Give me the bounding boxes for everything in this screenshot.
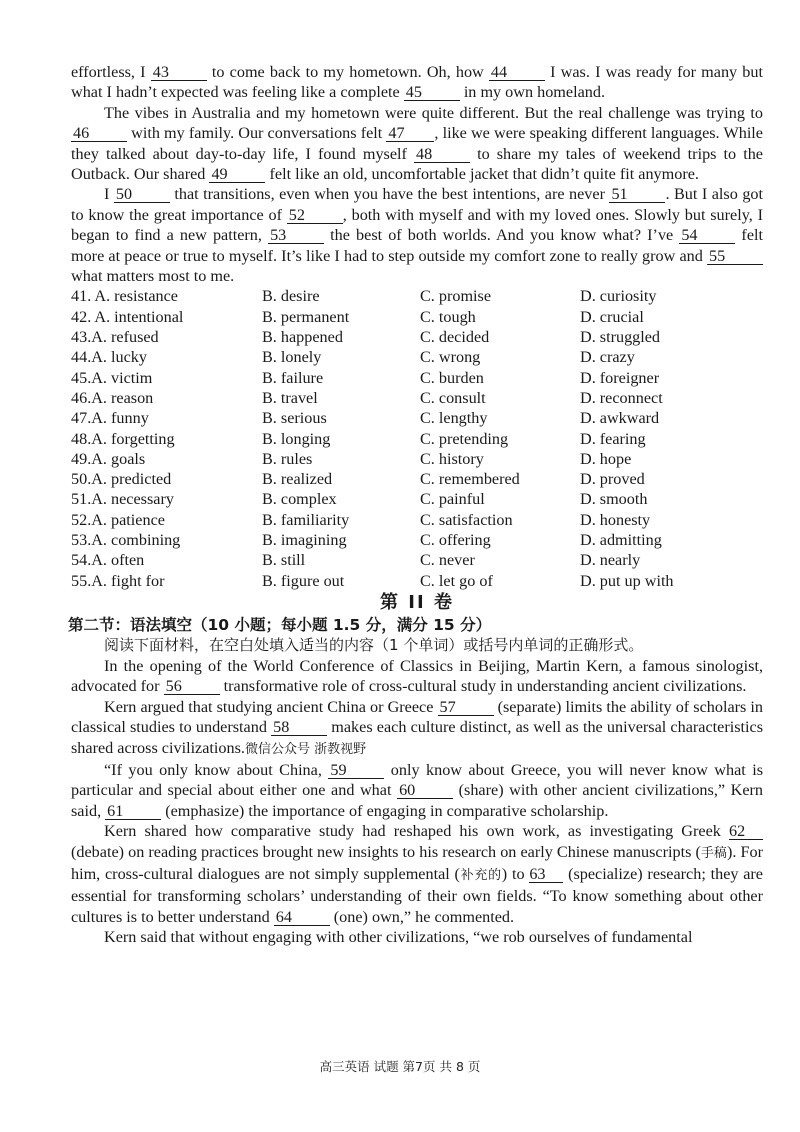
blank-58: 58 [271, 719, 327, 736]
option-d: D. crucial [580, 307, 644, 326]
passage2-paragraph-2 [71, 697, 763, 760]
option-c: C. burden [420, 368, 484, 387]
option-d: D. crazy [580, 348, 635, 367]
blank-51: 51 [609, 186, 665, 203]
option-a: 48.A. forgetting [71, 429, 175, 448]
passage2-paragraph-4 [71, 821, 763, 927]
option-d: D. admitting [580, 531, 662, 550]
blank-61: 61 [105, 803, 161, 820]
blank-59: 59 [328, 762, 384, 779]
blank-48: 48 [414, 146, 470, 163]
passage1-paragraph-1 [71, 62, 763, 103]
option-row-44 [71, 347, 763, 367]
option-c: C. promise [420, 287, 492, 306]
option-b: B. imagining [262, 531, 347, 550]
text: . But I also got to know the great importance of [71, 185, 763, 224]
text: makes each culture distinct, as well as the universal characteristics shared across civilizations. [71, 718, 763, 757]
option-a: 44.A. lucky [71, 348, 147, 367]
text: to share my tales of weekend trips to the Outback. Our shared [71, 144, 763, 184]
blank-57: 57 [438, 699, 494, 716]
option-b: B. rules [262, 449, 313, 468]
option-d: D. nearly [580, 551, 641, 570]
text: felt more at peace or true to myself. It’s like I had to step outside my comfort zone to really grow and [71, 226, 763, 265]
option-c: C. tough [420, 307, 476, 326]
blank-62: 62 [729, 823, 763, 840]
blank-63: 63 [529, 866, 563, 883]
text: transformative role of cross-cultural study in understanding ancient civilizations. [219, 677, 747, 696]
option-a: 47.A. funny [71, 409, 149, 428]
option-a: 46.A. reason [71, 388, 154, 407]
option-b: B. serious [262, 409, 327, 428]
text: the best of both worlds. And you know what? I’ve [324, 226, 680, 245]
blank-55: 55 [707, 248, 763, 265]
option-d: D. proved [580, 470, 645, 489]
option-c: C. remembered [420, 470, 520, 489]
exam-page [68, 62, 764, 948]
option-c: C. wrong [420, 348, 481, 367]
blank-54: 54 [679, 227, 735, 244]
blank-49: 49 [209, 166, 265, 183]
passage1-paragraph-2 [71, 103, 763, 185]
section-instruction: 阅读下面材料，在空白处填入适当的内容（1 个单词）或括号内单词的正确形式。 [104, 635, 644, 654]
text: Kern argued that studying ancient China or Greece [104, 697, 438, 716]
text: “If you only know about China, [104, 760, 329, 779]
option-a: 54.A. often [71, 551, 145, 570]
option-c: C. satisfaction [420, 510, 513, 529]
option-row-53 [71, 530, 763, 550]
text: only know about Greece, you will never know what is particular and special about either one and what [71, 760, 763, 800]
option-b: B. happened [262, 328, 343, 347]
option-row-43 [71, 327, 763, 347]
blank-47: 47 [386, 125, 434, 142]
passage2-paragraph-5 [71, 927, 763, 947]
passage1-paragraph-3 [71, 184, 763, 286]
option-d: D. curiosity [580, 287, 657, 306]
option-a: 50.A. predicted [71, 470, 172, 489]
text: to come back to my hometown. Oh, how [206, 63, 489, 81]
option-a: 55.A. fight for [71, 571, 165, 590]
text: The vibes in Australia and my hometown were quite different. But the real challenge was trying to [104, 103, 763, 122]
option-b: B. permanent [262, 307, 350, 326]
text: I [104, 185, 114, 204]
option-b: B. still [262, 551, 306, 570]
option-b: B. figure out [262, 571, 345, 590]
option-c: C. never [420, 551, 475, 570]
blank-64: 64 [274, 909, 330, 926]
option-d: D. hope [580, 449, 632, 468]
option-c: C. history [420, 449, 484, 468]
option-a: 43.A. refused [71, 328, 159, 347]
option-d: D. reconnect [580, 388, 663, 407]
option-row-48 [71, 429, 763, 449]
option-b: B. travel [262, 388, 318, 407]
text: (debate) on reading practices brought new insights to his research on early Chinese manuscripts ( [71, 842, 701, 861]
option-a: 49.A. goals [71, 449, 146, 468]
chinese-gloss: 补充的 [459, 867, 502, 883]
option-row-52 [71, 510, 763, 530]
option-d: D. smooth [580, 490, 648, 509]
option-row-54 [71, 550, 763, 570]
option-c: C. painful [420, 490, 485, 509]
blank-60: 60 [397, 782, 453, 799]
text: felt like an old, uncomfortable jacket that didn’t quite fit anymore. [265, 165, 699, 184]
option-a: 52.A. patience [71, 510, 165, 529]
option-d: D. fearing [580, 429, 646, 448]
option-d: D. foreigner [580, 368, 660, 387]
option-b: B. longing [262, 429, 331, 448]
text: Kern said that without engaging with other civilizations, “we rob ourselves of fundamental [104, 928, 693, 947]
option-c: C. decided [420, 328, 490, 347]
option-a: 51.A. necessary [71, 490, 174, 509]
option-c: C. pretending [420, 429, 509, 448]
option-row-46 [71, 388, 763, 408]
option-c: C. lengthy [420, 409, 488, 428]
text: that transitions, even when you have the best intentions, are never [169, 185, 610, 204]
text: (one) own,” he commented. [329, 907, 515, 926]
option-c: C. offering [420, 531, 491, 550]
option-b: B. familiarity [262, 510, 350, 529]
blank-52: 52 [287, 207, 343, 224]
blank-50: 50 [114, 186, 170, 203]
passage2-paragraph-3 [71, 760, 763, 821]
text: (specialize) research; they are essential for transforming scholars’ understanding of their own fields. “To know something about other cultures is to better understand [71, 864, 763, 926]
option-row-45 [71, 368, 763, 388]
text: ). For him, cross-cultural dialogues are not simply supplemental ( [71, 842, 763, 883]
text: Kern shared how comparative study had reshaped his own work, as investigating Greek [104, 822, 729, 841]
option-a: 41. A. resistance [71, 287, 178, 306]
watermark-text: 微信公众号 浙教视野 [244, 741, 367, 757]
text: , both with myself and with my loved ones. Slowly but surely, I began to find a new pattern, [71, 205, 763, 245]
text: , like we were speaking different languages. While they talked about day-to-day life, I found myself [71, 124, 763, 163]
option-row-41 [71, 286, 763, 306]
option-row-47 [71, 408, 763, 428]
options-list [71, 286, 763, 590]
option-row-51 [71, 489, 763, 509]
chinese-gloss: 手稿 [700, 845, 727, 861]
option-c: C. consult [420, 388, 486, 407]
passage2-paragraph-1 [71, 656, 763, 697]
page-footer: 高三英语 试题 第7页 共 8 页 [319, 1059, 481, 1074]
option-b: B. lonely [262, 348, 322, 367]
volume-title: 第 II 卷 [380, 591, 454, 613]
text: effortless, I [71, 63, 151, 81]
option-row-50 [71, 469, 763, 489]
option-a: 42. A. intentional [71, 307, 184, 326]
text: (share) with other ancient civilizations,” Kern said, [71, 781, 764, 820]
text: (emphasize) the importance of engaging in comparative scholarship. [161, 801, 609, 820]
blank-44: 44 [489, 64, 545, 81]
option-c: C. let go of [420, 571, 493, 590]
text: ) to [501, 864, 530, 883]
option-a: 53.A. combining [71, 531, 181, 550]
option-d: D. put up with [580, 571, 674, 590]
option-row-49 [71, 449, 763, 469]
option-d: D. awkward [580, 409, 660, 428]
text: (separate) limits the ability of scholars in classical studies to understand [71, 697, 763, 737]
option-b: B. complex [262, 490, 337, 509]
text: in my own homeland. [459, 83, 605, 102]
blank-53: 53 [268, 227, 324, 244]
option-b: B. desire [262, 287, 320, 306]
option-row-42 [71, 307, 763, 327]
blank-45: 45 [404, 84, 460, 101]
blank-46: 46 [71, 125, 127, 142]
blank-43: 43 [151, 64, 207, 81]
option-a: 45.A. victim [71, 368, 153, 387]
text: In the opening of the World Conference of Classics in Beijing, Martin Kern, a famous sinologist, advocated for [71, 656, 763, 696]
option-row-55 [71, 571, 763, 591]
option-d: D. honesty [580, 510, 651, 529]
option-b: B. realized [262, 470, 333, 489]
text: with my family. Our conversations felt [127, 124, 387, 143]
text: I was. I was ready for many but what I hadn’t expected was feeling like a complete [71, 63, 763, 102]
section-title: 第二节：语法填空（10 小题；每小题 1.5 分，满分 15 分） [68, 615, 492, 634]
blank-56: 56 [164, 678, 220, 695]
option-d: D. struggled [580, 328, 661, 347]
option-b: B. failure [262, 368, 324, 387]
text: what matters most to me. [71, 267, 235, 286]
